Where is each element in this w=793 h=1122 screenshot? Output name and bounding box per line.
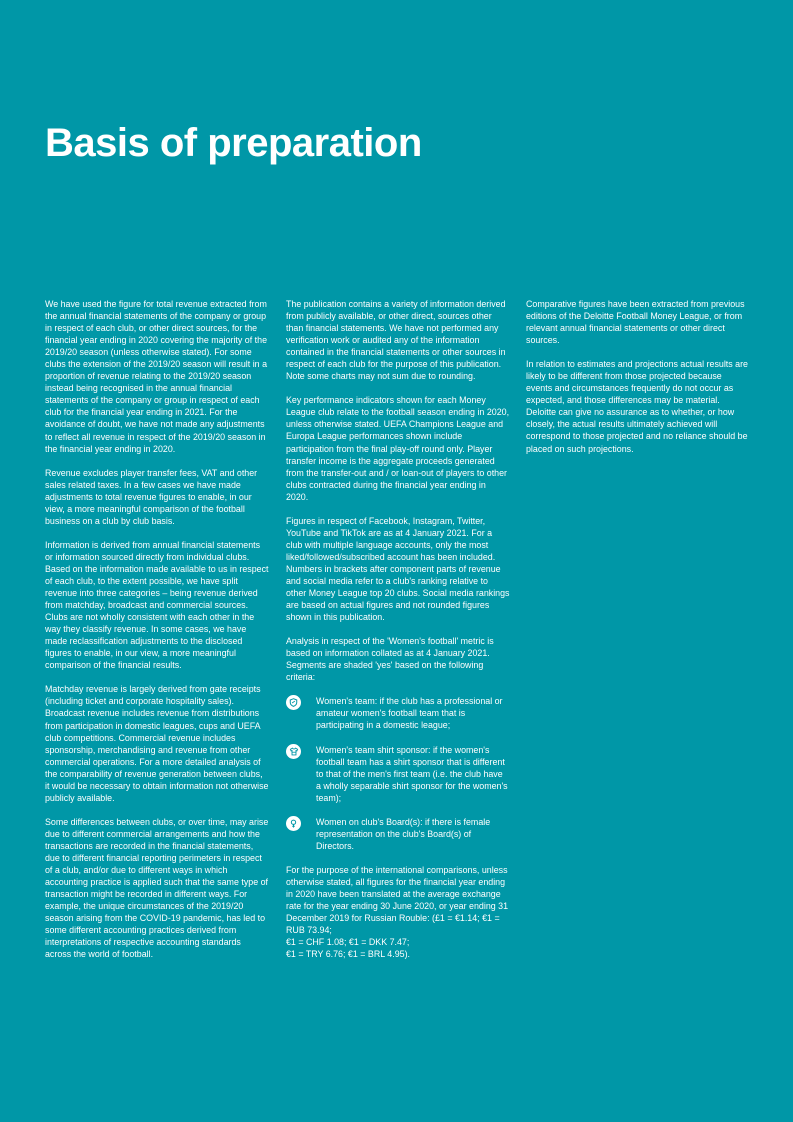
- criterion-text: Women's team shirt sponsor: if the women's football team has a shirt sponsor that is different to that of the men's first team (i.e. the club have a wholly separable shirt sponsor for the women's team);: [316, 744, 508, 803]
- female-icon: [286, 816, 301, 831]
- shirt-icon: [286, 744, 301, 759]
- paragraph: Figures in respect of Facebook, Instagram, Twitter, YouTube and TikTok are as at 4 January 2021. For a club with multiple language accounts, only the most liked/followed/subscribed account has been included. Numbers in brackets after component parts of revenue and social media refer to a club's ranking relative to other Money League top 20 clubs. Social media rankings are based on actual figures and not rounded figures shown in this publication.: [286, 515, 510, 623]
- paragraph: Information is derived from annual financial statements or information sourced directly from individual clubs. Based on the information made available to us in respect of each club, to the extent possible, we have split revenue into three categories – being revenue derived from matchday, broadcast and commercial sources. Clubs are not wholly consistent with each other in the way they classify revenue. In some cases, we have made reclassification adjustments to the disclosed figures to enable, in our view, a more meaningful comparison of the financial results.: [45, 539, 269, 671]
- paragraph: Matchday revenue is largely derived from gate receipts (including ticket and corporate hospitality sales). Broadcast revenue includes revenue from distributions from participation in domestic leagues, cups and UEFA club competitions. Commercial revenue includes sponsorship, merchandising and revenue from other commercial operations. For a more detailed analysis of the comparability of revenue generation between clubs, it would be necessary to obtain information not otherwise publicly available.: [45, 684, 269, 803]
- paragraph: Comparative figures have been extracted from previous editions of the Deloitte Football Money League, or from relevant annual financial statements or other direct sources.: [526, 299, 745, 346]
- criterion-text: Women on club's Board(s): if there is female representation on the club's Board(s) of Directors.: [316, 816, 491, 851]
- shield-icon: [286, 695, 301, 710]
- column-2: [286, 298, 510, 972]
- exchange-rates-line: For the purpose of the international comparisons, unless otherwise stated, all figures for the financial year ending in 2020 have been translated at the average exchange rate for the year ending 30 June 2020, or year ending 31 December 2019 for Russian Rouble: (£1 = €1.14; €1 = RUB 73.94;: [286, 864, 509, 936]
- criterion-womens-team: [286, 695, 510, 731]
- paragraph: Revenue excludes player transfer fees, VAT and other sales related taxes. In a few cases we have made adjustments to total revenue figures to enable, in our view, a more meaningful comparison of the football business on a club by club basis.: [45, 467, 258, 526]
- paragraph: Key performance indicators shown for each Money League club relate to the football season ending in 2020, unless otherwise stated. UEFA Champions League and Europa League performances shown include participation from the final play-off round only. Player transfer income is the aggregate proceeds generated from the transfer-out and / or loan-out of players to other clubs contracted during the financial year ending in 2020.: [286, 395, 510, 502]
- exchange-rates-line: €1 = CHF 1.08; €1 = DKK 7.47;: [286, 937, 410, 948]
- paragraph: Analysis in respect of the 'Women's football' metric is based on information collated as at 4 January 2021. Segments are shaded 'yes' based on the following criteria:: [286, 636, 494, 683]
- column-3: [526, 298, 748, 467]
- criterion-text: Women's team: if the club has a professional or amateur women's football team that is participating in a domestic league;: [316, 696, 503, 731]
- paragraph: Some differences between clubs, or over time, may arise due to different commercial arrangements and how the transactions are recorded in the financial statements, due to different financial reporting perimeters in respect of a club, and/or due to different ways in which accounting practice is applied such that the same type of transaction might be recorded in different ways. For example, the unique circumstances of the 2019/20 season arising from the COVID-19 pandemic, has led to some different accounting practices derived from interpretations of respective accounting standards across the world of football.: [45, 816, 269, 960]
- exchange-rates-paragraph: [286, 864, 510, 960]
- paragraph: The publication contains a variety of information derived from publicly available, or other direct, sources other than financial statements. We have not performed any verification work or audited any of the information contained in the financial statements or other sources in respect of each club for the purpose of this publication. Note some charts may not sum due to rounding.: [286, 299, 506, 382]
- criterion-women-on-board: [286, 816, 510, 852]
- exchange-rates-line: €1 = TRY 6.76; €1 = BRL 4.95).: [286, 949, 411, 960]
- paragraph: We have used the figure for total revenue extracted from the annual financial statements of the company or group in respect of each club, or other direct sources, for the financial year ending in 2020 covering the majority of the 2019/20 season (unless otherwise stated). For some clubs the extension of the 2019/20 season will result in a proportion of revenue relating to the 2019/20 season instead being recognised in the annual financial statements of the company or group in respect of each club for the financial year ending in 2021. For the avoidance of doubt, we have not made any adjustments to reflect all revenue in respect of the 2019/20 season in the financial year ending in 2020.: [45, 299, 268, 454]
- page-title: Basis of preparation: [45, 121, 422, 165]
- paragraph: In relation to estimates and projections actual results are likely to be different from those projected because events and circumstances frequently do not occur as expected, and those differences may be material. Deloitte can give no assurance as to whether, or how closely, the actual results ultimately achieved will correspond to those projected and no reliance should be placed on such projections.: [526, 359, 748, 454]
- column-1: [45, 298, 269, 972]
- criterion-shirt-sponsor: [286, 744, 510, 804]
